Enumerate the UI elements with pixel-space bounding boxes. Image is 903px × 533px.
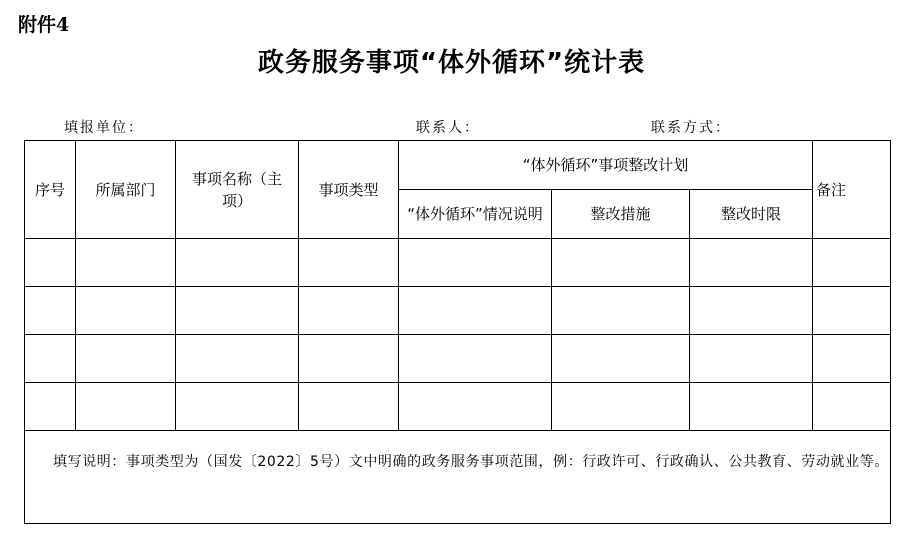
table-cell[interactable] xyxy=(176,335,299,383)
header-situation: “体外循环”情况说明 xyxy=(399,190,552,239)
contact-person-label: 联系人： xyxy=(416,120,480,136)
table-cell[interactable] xyxy=(299,335,399,383)
table-cell[interactable] xyxy=(299,239,399,287)
page-title: 政务服务事项“体外循环”统计表 xyxy=(257,48,646,78)
table-cell[interactable] xyxy=(813,287,891,335)
table-cell[interactable] xyxy=(176,239,299,287)
header-item-type: 事项类型 xyxy=(299,141,399,239)
filling-instructions: 填写说明：事项类型为（国发〔2022〕5号）文中明确的政务服务事项范围，例：行政许可、行政确认、公共教育、劳动就业等。 xyxy=(53,454,889,470)
header-dept: 所属部门 xyxy=(76,141,176,239)
table-cell[interactable] xyxy=(813,383,891,431)
header-item-name: 事项名称（主项） xyxy=(176,141,299,239)
table-cell[interactable] xyxy=(76,287,176,335)
table-cell[interactable] xyxy=(176,287,299,335)
table-cell[interactable] xyxy=(399,383,552,431)
header-remark: 备注 xyxy=(813,141,891,239)
table-cell[interactable] xyxy=(690,287,813,335)
table-cell[interactable] xyxy=(399,287,552,335)
statistics-table xyxy=(24,140,891,524)
notes-cell xyxy=(25,431,891,524)
table-cell[interactable] xyxy=(76,239,176,287)
header-plan-group: “体外循环”事项整改计划 xyxy=(399,141,813,190)
table-cell[interactable] xyxy=(690,335,813,383)
header-deadline: 整改时限 xyxy=(690,190,813,239)
table-cell[interactable] xyxy=(25,383,76,431)
table-cell[interactable] xyxy=(76,335,176,383)
table-cell[interactable] xyxy=(399,335,552,383)
table-cell[interactable] xyxy=(690,239,813,287)
table-row xyxy=(25,383,891,431)
table-cell[interactable] xyxy=(25,335,76,383)
header-seq: 序号 xyxy=(25,141,76,239)
header-measures: 整改措施 xyxy=(552,190,690,239)
table-cell[interactable] xyxy=(176,383,299,431)
table-row xyxy=(25,239,891,287)
table-cell[interactable] xyxy=(813,335,891,383)
table-cell[interactable] xyxy=(552,383,690,431)
table-cell[interactable] xyxy=(552,239,690,287)
reporting-unit-label: 填报单位： xyxy=(64,120,144,136)
contact-method-label: 联系方式： xyxy=(651,120,731,136)
table-cell[interactable] xyxy=(25,287,76,335)
table-cell[interactable] xyxy=(690,383,813,431)
table-row xyxy=(25,335,891,383)
table-cell[interactable] xyxy=(299,383,399,431)
table-cell[interactable] xyxy=(299,287,399,335)
table-row xyxy=(25,287,891,335)
table-cell[interactable] xyxy=(552,335,690,383)
table-cell[interactable] xyxy=(25,239,76,287)
table-cell[interactable] xyxy=(552,287,690,335)
table-cell[interactable] xyxy=(76,383,176,431)
attachment-label: 附件4 xyxy=(18,14,70,36)
table-cell[interactable] xyxy=(813,239,891,287)
table-cell[interactable] xyxy=(399,239,552,287)
